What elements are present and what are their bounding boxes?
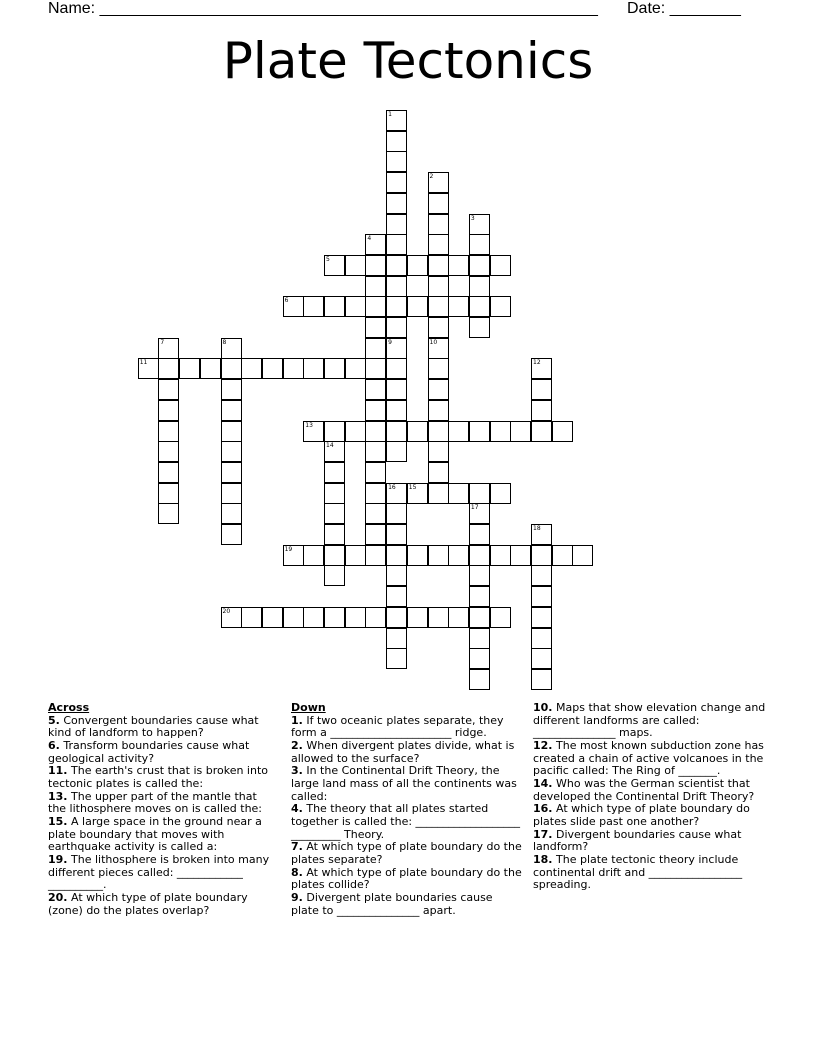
grid-cell[interactable] (572, 545, 593, 566)
grid-cell[interactable] (324, 483, 345, 504)
clue-text: The most known subduction zone has created a chain of active volcanoes in the pacific called: The Ring of _______. (533, 738, 764, 778)
clue-number: 7. (291, 840, 303, 854)
grid-cell[interactable] (345, 545, 366, 566)
grid-cell[interactable] (386, 172, 407, 193)
clue-number-label: 16 (388, 483, 396, 491)
clue-text: A large space in the ground near a plate boundary that moves with earthquake activity is called a: (48, 815, 262, 854)
clue-number-label: 10 (429, 338, 438, 346)
grid-cell[interactable] (324, 462, 345, 483)
clue-text: When divergent plates divide, what is allowed to the surface? (291, 738, 515, 765)
grid-cell[interactable] (262, 607, 283, 628)
date-field: Date: ________ (627, 0, 741, 17)
clue-down-18 (533, 854, 768, 892)
grid-cell[interactable] (428, 276, 449, 297)
clue-text: In the Continental Drift Theory, the large land mass of all the continents was called: (291, 764, 517, 803)
clue-number: 13. (48, 789, 68, 803)
clue-text: At which type of plate boundary (zone) do the plates overlap? (48, 891, 248, 917)
grid-cell[interactable] (158, 483, 179, 504)
grid-cell[interactable] (469, 483, 490, 504)
grid-cell[interactable] (283, 358, 304, 379)
clue-text: At which type of plate boundary do plates slide past one another? (533, 802, 750, 828)
grid-cell[interactable] (365, 545, 386, 566)
across-heading: Across (48, 701, 90, 714)
clue-across-6 (48, 740, 278, 765)
grid-cell[interactable] (428, 483, 449, 504)
grid-cell[interactable] (428, 193, 449, 214)
grid-cell[interactable] (324, 255, 345, 276)
clue-number: 9. (291, 891, 303, 905)
clue-down-10 (533, 702, 768, 740)
clue-number: 8. (291, 865, 303, 879)
grid-cell[interactable] (510, 545, 531, 566)
grid-cell[interactable] (303, 358, 324, 379)
grid-cell[interactable] (428, 379, 449, 400)
grid-cell[interactable] (345, 296, 366, 317)
grid-cell[interactable] (531, 586, 552, 607)
grid-cell[interactable] (386, 255, 407, 276)
clue-number: 1. (291, 713, 303, 727)
clue-number: 19. (48, 853, 68, 867)
grid-cell[interactable] (407, 545, 428, 566)
grid-cell[interactable] (469, 607, 490, 628)
down-clue-list (291, 715, 523, 918)
grid-cell[interactable] (510, 421, 531, 442)
grid-cell[interactable] (324, 565, 345, 586)
grid-cell[interactable] (158, 503, 179, 524)
grid-cell[interactable] (428, 607, 449, 628)
clue-text: Maps that show elevation change and different landforms are called: _______________ maps. (533, 701, 766, 740)
grid-cell[interactable] (365, 524, 386, 545)
clue-text: Who was the German scientist that developed the Continental Drift Theory? (533, 776, 755, 803)
grid-cell[interactable] (262, 358, 283, 379)
grid-cell[interactable] (469, 524, 490, 545)
grid-cell[interactable] (324, 545, 345, 566)
clue-text: The earth's crust that is broken into tectonic plates is called the: (48, 764, 269, 790)
grid-cell[interactable] (386, 110, 407, 131)
clue-number: 12. (533, 738, 553, 752)
grid-cell[interactable] (428, 545, 449, 566)
grid-cell[interactable] (469, 317, 490, 338)
grid-cell[interactable] (386, 483, 407, 504)
clue-column-1 (48, 702, 278, 917)
grid-cell[interactable] (386, 648, 407, 669)
grid-cell[interactable] (158, 338, 179, 359)
grid-cell[interactable] (386, 545, 407, 566)
clue-number-label: 9 (388, 338, 392, 346)
grid-cell[interactable] (345, 255, 366, 276)
grid-cell[interactable] (365, 379, 386, 400)
grid-cell[interactable] (283, 607, 304, 628)
grid-cell[interactable] (552, 421, 573, 442)
clue-text: At which type of plate boundary do the plates separate? (291, 840, 522, 866)
grid-cell[interactable] (283, 296, 304, 317)
clue-number: 10. (533, 701, 553, 714)
grid-cell[interactable] (324, 421, 345, 442)
grid-cell[interactable] (221, 607, 242, 628)
grid-cell[interactable] (324, 441, 345, 462)
name-field (48, 0, 598, 20)
grid-cell[interactable] (448, 421, 469, 442)
clue-number: 6. (48, 738, 60, 752)
clue-text: The plate tectonic theory include continental drift and _________________ spreading. (533, 853, 743, 892)
grid-cell[interactable] (386, 441, 407, 462)
grid-cell[interactable] (448, 545, 469, 566)
grid-cell[interactable] (324, 296, 345, 317)
clue-number: 4. (291, 802, 303, 816)
grid-cell[interactable] (221, 358, 242, 379)
name-label: Name: ________________________________________________________ (48, 0, 598, 17)
grid-cell[interactable] (386, 151, 407, 172)
grid-cell[interactable] (428, 400, 449, 421)
grid-cell[interactable] (158, 441, 179, 462)
grid-cell[interactable] (386, 193, 407, 214)
grid-cell[interactable] (386, 131, 407, 152)
grid-cell[interactable] (386, 338, 407, 359)
clue-number-label: 1 (388, 111, 392, 118)
grid-cell[interactable] (303, 607, 324, 628)
grid-cell[interactable] (303, 421, 324, 442)
grid-cell[interactable] (303, 296, 324, 317)
clue-number: 16. (533, 802, 553, 816)
clue-text: Transform boundaries cause what geological activity? (48, 738, 250, 765)
grid-cell[interactable] (365, 607, 386, 628)
clue-down-12 (533, 740, 768, 778)
clue-number: 20. (48, 891, 68, 905)
grid-cell[interactable] (428, 317, 449, 338)
grid-cell[interactable] (158, 358, 179, 379)
grid-cell[interactable] (407, 255, 428, 276)
clue-number-label: 3 (470, 214, 475, 222)
grid-cell[interactable] (241, 358, 262, 379)
grid-cell[interactable] (490, 483, 511, 504)
grid-cell[interactable] (469, 545, 490, 566)
grid-cell[interactable] (428, 338, 449, 359)
grid-cell[interactable] (531, 358, 552, 379)
grid-cell[interactable] (221, 379, 242, 400)
clue-down-7 (291, 841, 523, 866)
grid-cell[interactable] (469, 503, 490, 524)
grid-cell[interactable] (365, 276, 386, 297)
grid-cell[interactable] (531, 400, 552, 421)
grid-cell[interactable] (428, 234, 449, 255)
clue-down-14 (533, 778, 768, 803)
grid-cell[interactable] (303, 545, 324, 566)
grid-cell[interactable] (428, 214, 449, 235)
grid-cell[interactable] (345, 358, 366, 379)
grid-cell[interactable] (179, 358, 200, 379)
grid-cell[interactable] (469, 565, 490, 586)
grid-cell[interactable] (365, 462, 386, 483)
grid-cell[interactable] (469, 669, 490, 690)
clue-across-5 (48, 715, 278, 740)
clue-down-8 (291, 867, 523, 892)
grid-cell[interactable] (428, 421, 449, 442)
grid-cell[interactable] (365, 400, 386, 421)
grid-cell[interactable] (531, 524, 552, 545)
grid-cell[interactable] (386, 358, 407, 379)
grid-cell[interactable] (221, 524, 242, 545)
grid-cell[interactable] (469, 628, 490, 649)
grid-cell[interactable] (386, 524, 407, 545)
grid-cell[interactable] (386, 296, 407, 317)
grid-cell[interactable] (531, 607, 552, 628)
grid-cell[interactable] (386, 503, 407, 524)
grid-cell[interactable] (365, 255, 386, 276)
grid-cell[interactable] (469, 296, 490, 317)
grid-cell[interactable] (448, 483, 469, 504)
grid-cell[interactable] (345, 421, 366, 442)
grid-cell[interactable] (324, 358, 345, 379)
grid-cell[interactable] (365, 317, 386, 338)
clue-down-3 (291, 765, 523, 803)
grid-cell[interactable] (221, 338, 242, 359)
grid-cell[interactable] (531, 669, 552, 690)
grid-cell[interactable] (365, 296, 386, 317)
grid-cell[interactable] (386, 628, 407, 649)
grid-cell[interactable] (428, 296, 449, 317)
grid-cell[interactable] (158, 400, 179, 421)
grid-cell[interactable] (365, 421, 386, 442)
clue-column-3 (533, 702, 768, 892)
grid-cell[interactable] (138, 358, 159, 379)
grid-cell[interactable] (428, 172, 449, 193)
grid-cell[interactable] (386, 234, 407, 255)
clue-across-15 (48, 816, 278, 854)
grid-cell[interactable] (448, 296, 469, 317)
grid-cell[interactable] (221, 441, 242, 462)
clue-number: 18. (533, 853, 553, 867)
grid-cell[interactable] (386, 214, 407, 235)
clue-number-label: 14 (326, 442, 334, 450)
grid-cell[interactable] (531, 379, 552, 400)
grid-cell[interactable] (241, 607, 262, 628)
clue-across-19 (48, 854, 278, 892)
grid-cell[interactable] (324, 503, 345, 524)
clue-text: Divergent boundaries cause what landform? (533, 827, 742, 854)
grid-cell[interactable] (200, 358, 221, 379)
grid-cell[interactable] (531, 628, 552, 649)
clue-number: 2. (291, 738, 303, 752)
down-clue-list-continued (533, 702, 768, 892)
grid-cell[interactable] (469, 234, 490, 255)
grid-cell[interactable] (365, 234, 386, 255)
clue-number-label: 12 (533, 359, 541, 367)
grid-cell[interactable] (448, 607, 469, 628)
grid-cell[interactable] (469, 586, 490, 607)
grid-cell[interactable] (324, 524, 345, 545)
grid-cell[interactable] (428, 255, 449, 276)
clue-number: 14. (533, 776, 553, 790)
clue-text: Convergent boundaries cause what kind of landform to happen? (48, 713, 259, 740)
grid-cell[interactable] (221, 400, 242, 421)
clue-number-label: 15 (408, 483, 417, 491)
clue-number-label: 17 (470, 504, 479, 512)
grid-cell[interactable] (221, 483, 242, 504)
grid-cell[interactable] (386, 317, 407, 338)
clue-number-label: 2 (429, 173, 434, 181)
clue-down-17 (533, 829, 768, 854)
grid-cell[interactable] (386, 421, 407, 442)
grid-cell[interactable] (531, 565, 552, 586)
clue-number-label: 19 (284, 545, 293, 553)
clue-down-9 (291, 892, 523, 917)
down-heading: Down (291, 701, 326, 714)
grid-cell[interactable] (428, 462, 449, 483)
grid-cell[interactable] (365, 503, 386, 524)
clue-down-1 (291, 715, 523, 740)
page-title: Plate Tectonics (222, 32, 594, 90)
grid-cell[interactable] (386, 586, 407, 607)
grid-cell[interactable] (490, 545, 511, 566)
grid-cell[interactable] (386, 379, 407, 400)
grid-cell[interactable] (552, 545, 573, 566)
clue-number-label: 7 (160, 338, 165, 346)
clue-down-2 (291, 740, 523, 765)
grid-cell[interactable] (158, 379, 179, 400)
clue-number-label: 8 (222, 338, 227, 346)
grid-cell[interactable] (407, 421, 428, 442)
clue-across-11 (48, 765, 278, 790)
clue-number-label: 13 (305, 421, 313, 429)
grid-cell[interactable] (490, 255, 511, 276)
grid-cell[interactable] (531, 421, 552, 442)
clue-text: The theory that all plates started together is called the: ___________________ _________ Theory. (291, 802, 521, 841)
grid-cell[interactable] (158, 421, 179, 442)
grid-cell[interactable] (386, 607, 407, 628)
clue-text: If two oceanic plates separate, they form a ______________________ ridge. (291, 713, 504, 740)
grid-cell[interactable] (365, 358, 386, 379)
clue-across-13 (48, 791, 278, 816)
clue-number: 11. (48, 764, 68, 778)
clue-number-label: 6 (284, 297, 289, 305)
grid-cell[interactable] (345, 607, 366, 628)
clue-down-16 (533, 803, 768, 828)
grid-cell[interactable] (469, 648, 490, 669)
grid-cell[interactable] (365, 483, 386, 504)
grid-cell[interactable] (531, 545, 552, 566)
grid-cell[interactable] (386, 565, 407, 586)
clue-number: 15. (48, 815, 68, 829)
grid-cell[interactable] (386, 276, 407, 297)
grid-cell[interactable] (428, 358, 449, 379)
grid-cell[interactable] (221, 421, 242, 442)
clue-text: Divergent plate boundaries cause plate to _______________ apart. (291, 891, 493, 917)
grid-cell[interactable] (469, 255, 490, 276)
grid-cell[interactable] (469, 421, 490, 442)
grid-cell[interactable] (469, 214, 490, 235)
clue-across-20 (48, 892, 278, 917)
grid-cell[interactable] (490, 421, 511, 442)
across-clue-list (48, 715, 278, 918)
grid-cell[interactable] (324, 607, 345, 628)
clue-text: The upper part of the mantle that the lithosphere moves on is called the: (48, 789, 263, 816)
clue-number: 17. (533, 827, 553, 841)
clue-number-label: 18 (533, 525, 541, 532)
grid-cell[interactable] (221, 462, 242, 483)
clue-number-label: 20 (222, 607, 231, 615)
clue-number-label: 4 (367, 235, 372, 243)
grid-cell[interactable] (365, 441, 386, 462)
grid-cell[interactable] (531, 648, 552, 669)
grid-cell[interactable] (490, 607, 511, 628)
clue-column-2 (291, 702, 523, 917)
clue-down-4 (291, 803, 523, 841)
grid-cell[interactable] (407, 483, 428, 504)
grid-cell[interactable] (158, 462, 179, 483)
grid-cell[interactable] (448, 255, 469, 276)
grid-cell[interactable] (428, 441, 449, 462)
grid-cell[interactable] (469, 276, 490, 297)
clue-number: 3. (291, 764, 303, 778)
grid-cell[interactable] (386, 400, 407, 421)
clue-number-label: 11 (139, 359, 148, 367)
clue-number: 5. (48, 713, 60, 727)
grid-cell[interactable] (407, 607, 428, 628)
grid-cell[interactable] (490, 296, 511, 317)
grid-cell[interactable] (407, 296, 428, 317)
grid-cell[interactable] (365, 338, 386, 359)
grid-cell[interactable] (283, 545, 304, 566)
clue-text: At which type of plate boundary do the plates collide? (291, 865, 522, 892)
grid-cell[interactable] (221, 503, 242, 524)
clue-number-label: 5 (326, 255, 330, 263)
clue-text: The lithosphere is broken into many different pieces called: ____________ __________. (48, 853, 270, 892)
